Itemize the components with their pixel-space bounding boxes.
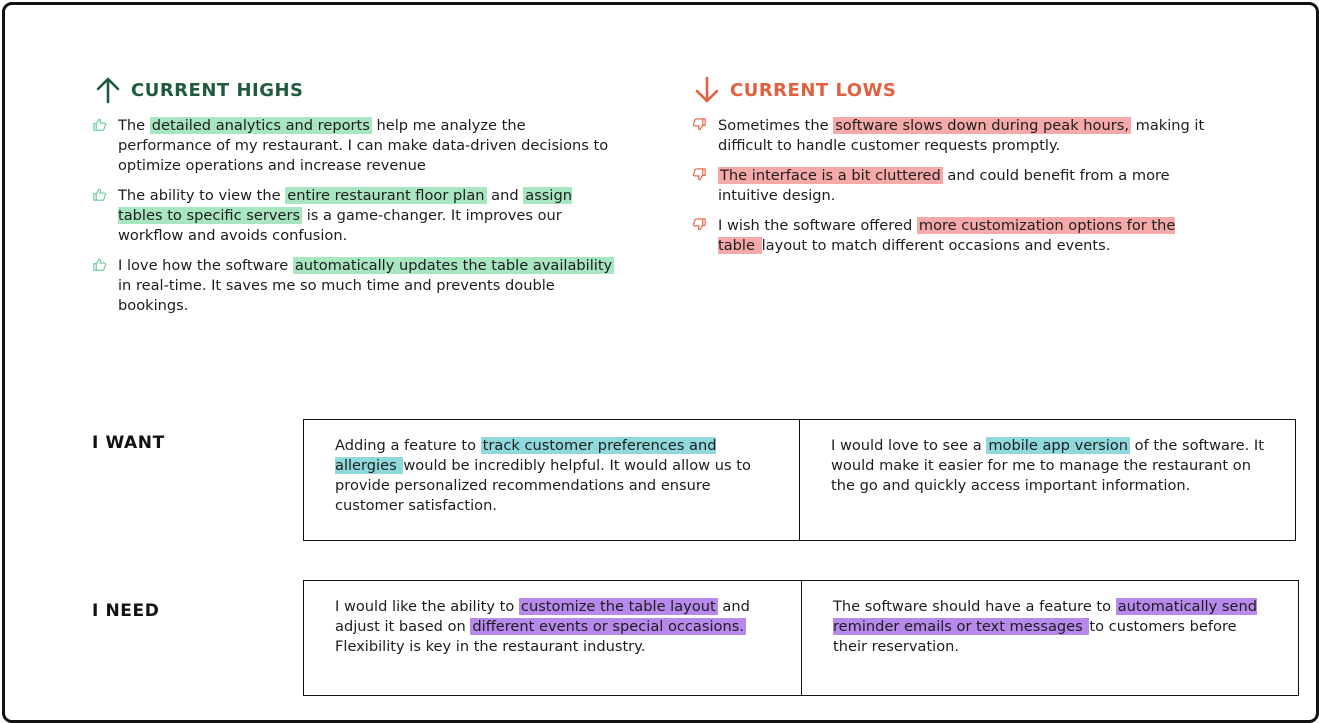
highlight-red: software slows down during peak hours, xyxy=(835,117,1129,134)
lows-list xyxy=(692,116,1212,266)
text-segment: to customers before their reservation. xyxy=(833,618,1237,655)
text-segment: The xyxy=(118,117,150,134)
thumbs-down-icon xyxy=(692,216,718,238)
text-segment: I would like the ability to xyxy=(335,598,519,615)
current-highs-header xyxy=(95,76,304,104)
current-highs-title: CURRENT HIGHS xyxy=(131,79,304,101)
need-card-2 xyxy=(801,580,1299,696)
highlight-cyan: track customer preferences and allergies xyxy=(335,437,717,474)
highlight-purple: customize the table layout xyxy=(520,598,716,615)
i-need-label: I NEED xyxy=(92,601,160,621)
highs-list xyxy=(92,116,617,326)
lows-item-text xyxy=(718,216,1212,256)
highlight-green: assign tables to specific servers xyxy=(118,187,572,224)
text-segment: layout to match different occasions and events. xyxy=(761,237,1111,254)
text-segment: Adding a feature to xyxy=(335,437,481,454)
want-card-1 xyxy=(303,419,800,541)
thumbs-up-icon xyxy=(92,116,118,138)
highs-item-text xyxy=(118,116,617,176)
highlight-purple: different events or special occasions. xyxy=(472,618,744,635)
thumbs-up-icon xyxy=(92,256,118,278)
highlight-red: The interface is a bit cluttered xyxy=(720,167,941,184)
highlight-green: detailed analytics and reports xyxy=(151,117,370,134)
text-segment: Flexibility is key in the restaurant industry. xyxy=(335,638,646,655)
want-card-1-text xyxy=(335,437,751,514)
highlight-red: more customization options for the table xyxy=(718,217,1176,254)
need-card-2-text xyxy=(833,598,1257,655)
need-card-1-text xyxy=(335,598,750,655)
thumbs-down-icon xyxy=(692,166,718,188)
text-segment: of the software. It would make it easier for me to manage the restaurant on the go and quickly access important information. xyxy=(831,437,1264,494)
lows-item xyxy=(692,166,1212,206)
lows-item-text xyxy=(718,116,1212,156)
lows-item-text xyxy=(718,166,1212,206)
highs-item-text xyxy=(118,256,617,316)
highlight-green: entire restaurant floor plan xyxy=(287,187,485,204)
highs-item xyxy=(92,256,617,316)
highlight-cyan: mobile app version xyxy=(988,437,1129,454)
lows-item xyxy=(692,216,1212,256)
want-card-2 xyxy=(799,419,1296,541)
text-segment: in real-time. It saves me so much time and prevents double bookings. xyxy=(118,277,555,314)
current-lows-title: CURRENT LOWS xyxy=(730,79,897,101)
want-card-2-text xyxy=(831,437,1264,494)
text-segment: is a game-changer. It improves our workflow and avoids confusion. xyxy=(118,207,562,244)
arrow-up-icon xyxy=(95,76,121,104)
text-segment: and could benefit from a more intuitive design. xyxy=(718,167,1170,204)
text-segment: making it difficult to handle customer requests promptly. xyxy=(718,117,1205,154)
text-segment: The software should have a feature to xyxy=(833,598,1116,615)
text-segment: I would love to see a xyxy=(831,437,987,454)
text-segment: Sometimes the xyxy=(718,117,834,134)
highlight-green: automatically updates the table availability xyxy=(294,257,613,274)
highs-item xyxy=(92,186,617,246)
thumbs-up-icon xyxy=(92,186,118,208)
text-segment: The ability to view the xyxy=(118,187,286,204)
text-segment: would be incredibly helpful. It would allow us to provide personalized recommendations and ensure customer satisfaction. xyxy=(335,457,751,514)
need-card-1 xyxy=(303,580,802,696)
arrow-down-icon xyxy=(694,76,720,104)
current-lows-header xyxy=(694,76,896,104)
highs-item-text xyxy=(118,186,617,246)
highs-item xyxy=(92,116,617,176)
text-segment: I wish the software offered xyxy=(718,217,917,234)
text-segment: help me analyze the performance of my restaurant. I can make data-driven decisions to optimize operations and increase revenue xyxy=(118,117,609,174)
text-segment: and xyxy=(486,187,524,204)
highlight-purple: automatically send reminder emails or text messages xyxy=(833,598,1257,635)
text-segment: I love how the software xyxy=(118,257,293,274)
thumbs-down-icon xyxy=(692,116,718,138)
lows-item xyxy=(692,116,1212,156)
text-segment: and adjust it based on xyxy=(335,598,750,635)
i-want-label: I WANT xyxy=(92,433,165,453)
